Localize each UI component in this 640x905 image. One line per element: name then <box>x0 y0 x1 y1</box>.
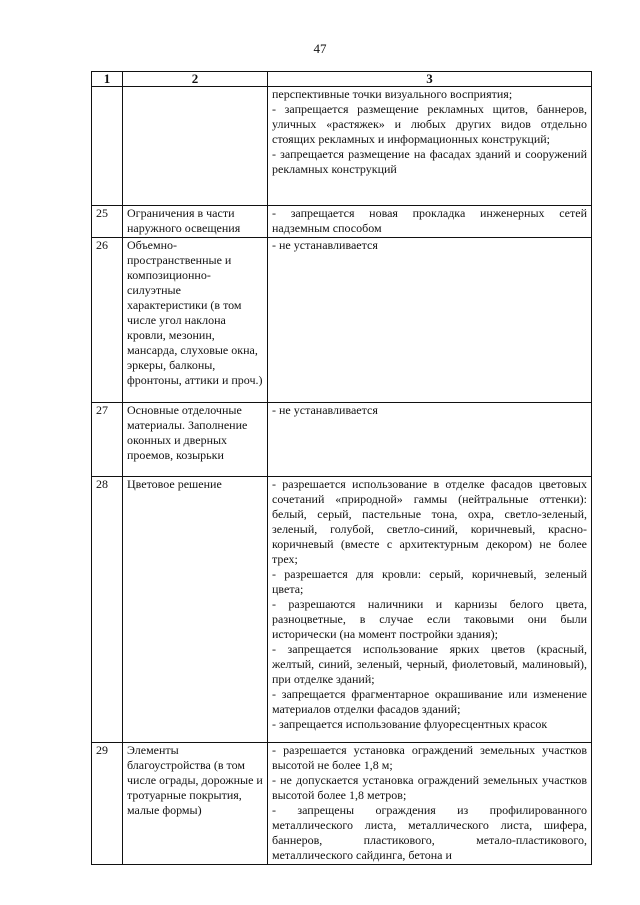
requirement-line: - разрешаются наличники и карнизы белого цвета, разноцветные, в случае если таковыми они были исторически (на момент постройки здания); <box>272 597 587 641</box>
row-requirements <box>268 403 592 477</box>
requirement-line: - запрещается новая прокладка инженерных сетей надземным способом <box>272 206 587 235</box>
row-requirements <box>268 238 592 403</box>
requirement-line: - не устанавливается <box>272 403 378 417</box>
row-number: 29 <box>92 743 123 865</box>
row-parameter: Элементы благоустройства (в том числе ограды, дорожные и тротуарные покрытия, малые формы) <box>123 743 268 865</box>
table-row <box>92 403 592 477</box>
requirement-line: - разрешается для кровли: серый, коричневый, зеленый цвета; <box>272 567 587 596</box>
table-header-row <box>92 72 592 87</box>
row-requirements <box>268 743 592 865</box>
table-row <box>92 743 592 865</box>
row-parameter: Объемно-пространственные и композиционно-силуэтные характеристики (в том числе угол наклона кровли, мезонин, мансарда, слуховые окна, эркеры, балконы, фронтоны, аттики и проч.) <box>123 238 268 403</box>
row-number <box>92 87 123 206</box>
requirements-table <box>91 71 592 865</box>
row-number: 26 <box>92 238 123 403</box>
requirement-line: - запрещены ограждения из профилированного металлического листа, металлического листа, шифера, баннеров, пластикового, метало-пластикового, металлического сайдинга, бетона и <box>272 803 587 862</box>
requirement-line: - запрещается использование флуоресцентных красок <box>272 717 548 731</box>
row-number: 28 <box>92 477 123 743</box>
column-header-number: 1 <box>92 72 123 87</box>
row-requirements <box>268 206 592 238</box>
row-parameter: Основные отделочные материалы. Заполнение оконных и дверных проемов, козырьки <box>123 403 268 477</box>
row-number: 27 <box>92 403 123 477</box>
row-parameter: Цветовое решение <box>123 477 268 743</box>
requirement-line: перспективные точки визуального восприятия; <box>272 87 513 101</box>
row-parameter <box>123 87 268 206</box>
requirement-line: - запрещается размещение на фасадах зданий и сооружений рекламных конструкций <box>272 147 587 176</box>
page-number: 47 <box>313 41 327 56</box>
column-header-requirements: 3 <box>268 72 592 87</box>
row-requirements <box>268 477 592 743</box>
row-requirements <box>268 87 592 206</box>
column-header-parameter: 2 <box>123 72 268 87</box>
table-row <box>92 238 592 403</box>
row-number: 25 <box>92 206 123 238</box>
requirement-line: - запрещается использование ярких цветов (красный, желтый, синий, зеленый, черный, фиолетовый, малиновый), при отделке зданий; <box>272 642 587 686</box>
requirement-line: - запрещается размещение рекламных щитов, баннеров, уличных «растяжек» и любых других видов отдельно стоящих рекламных и информационных конструкций; <box>272 102 587 146</box>
requirement-line: - не допускается установка ограждений земельных участков высотой более 1,8 метров; <box>272 773 587 802</box>
table-row <box>92 87 592 206</box>
requirement-line: - разрешается установка ограждений земельных участков высотой не более 1,8 м; <box>272 743 587 772</box>
requirement-line: - не устанавливается <box>272 238 378 252</box>
requirement-line: - разрешается использование в отделке фасадов цветовых сочетаний «природной» гаммы (нейтральные оттенки): белый, серый, пастельные тона, охра, светло-зеленый, зеленый, голубой, светло-синий, коричневый, красно-коричневый (вместе с архитектурным декором) не более трех; <box>272 477 587 566</box>
row-parameter: Ограничения в части наружного освещения <box>123 206 268 238</box>
table-row <box>92 477 592 743</box>
requirement-line: - запрещается фрагментарное окрашивание или изменение материалов отделки фасадов зданий; <box>272 687 587 716</box>
table-row <box>92 206 592 238</box>
